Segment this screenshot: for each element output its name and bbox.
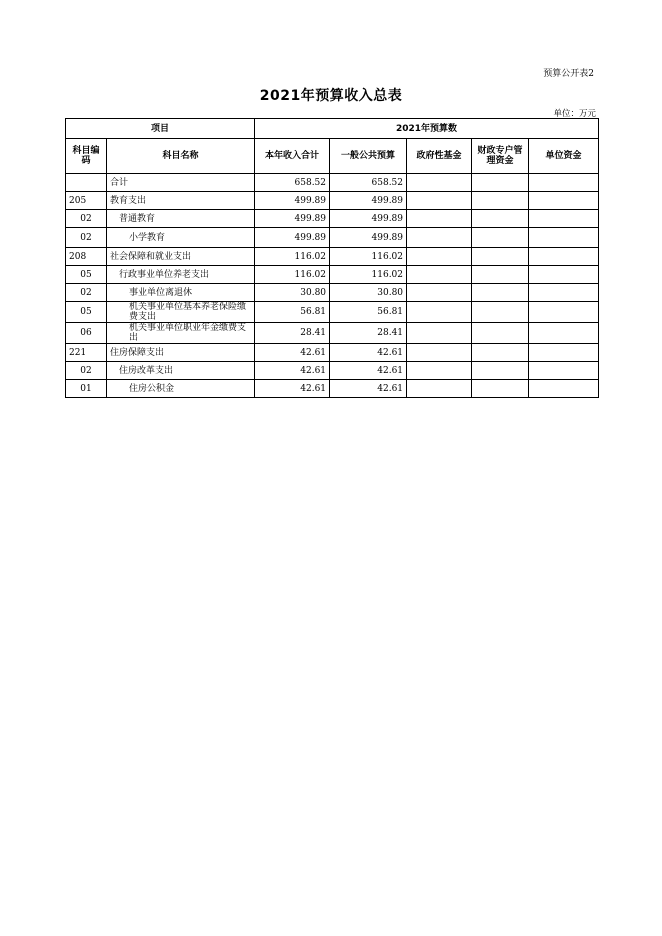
cell-general: 658.52 xyxy=(330,174,407,192)
cell-fund xyxy=(407,302,472,323)
cell-special xyxy=(472,380,529,398)
column-header-fund: 政府性基金 xyxy=(407,139,472,174)
cell-fund xyxy=(407,362,472,380)
cell-name: 小学教育 xyxy=(107,228,255,248)
cell-name: 住房改革支出 xyxy=(107,362,255,380)
cell-unit-funds xyxy=(529,380,599,398)
cell-total: 116.02 xyxy=(255,248,330,266)
cell-name: 教育支出 xyxy=(107,192,255,210)
cell-general: 28.41 xyxy=(330,323,407,344)
table-row xyxy=(66,380,599,398)
group-header-row xyxy=(66,119,599,139)
table-number-label: 预算公开表2 xyxy=(543,69,594,79)
cell-special xyxy=(472,362,529,380)
cell-unit-funds xyxy=(529,284,599,302)
table-row xyxy=(66,302,599,323)
cell-general: 499.89 xyxy=(330,192,407,210)
cell-code xyxy=(66,174,107,192)
cell-name: 机关事业单位基本养老保险缴费支出 xyxy=(107,302,255,323)
cell-code: 05 xyxy=(66,302,107,323)
cell-total: 28.41 xyxy=(255,323,330,344)
cell-name: 住房公积金 xyxy=(107,380,255,398)
cell-special xyxy=(472,192,529,210)
column-header-special: 财政专户管理资金 xyxy=(472,139,529,174)
cell-general: 116.02 xyxy=(330,266,407,284)
cell-fund xyxy=(407,248,472,266)
column-header-row xyxy=(66,139,599,174)
cell-total: 499.89 xyxy=(255,210,330,228)
group-header-budget: 2021年预算数 xyxy=(255,119,599,139)
cell-fund xyxy=(407,323,472,344)
table-row xyxy=(66,248,599,266)
cell-fund xyxy=(407,284,472,302)
cell-name: 合计 xyxy=(107,174,255,192)
cell-general: 499.89 xyxy=(330,228,407,248)
cell-code: 02 xyxy=(66,210,107,228)
cell-code: 208 xyxy=(66,248,107,266)
column-header-total: 本年收入合计 xyxy=(255,139,330,174)
cell-name: 普通教育 xyxy=(107,210,255,228)
table-row xyxy=(66,344,599,362)
cell-fund xyxy=(407,380,472,398)
cell-unit-funds xyxy=(529,302,599,323)
cell-code: 02 xyxy=(66,228,107,248)
cell-code: 02 xyxy=(66,362,107,380)
table-row xyxy=(66,323,599,344)
unit-label: 单位：万元 xyxy=(553,109,596,119)
cell-special xyxy=(472,210,529,228)
cell-fund xyxy=(407,266,472,284)
column-header-code: 科目编码 xyxy=(66,139,107,174)
cell-general: 42.61 xyxy=(330,362,407,380)
cell-special xyxy=(472,344,529,362)
cell-name: 社会保障和就业支出 xyxy=(107,248,255,266)
cell-special xyxy=(472,174,529,192)
cell-unit-funds xyxy=(529,323,599,344)
cell-general: 42.61 xyxy=(330,380,407,398)
cell-special xyxy=(472,284,529,302)
cell-total: 116.02 xyxy=(255,266,330,284)
cell-name: 事业单位离退休 xyxy=(107,284,255,302)
cell-name: 住房保障支出 xyxy=(107,344,255,362)
cell-unit-funds xyxy=(529,174,599,192)
cell-total: 499.89 xyxy=(255,192,330,210)
cell-special xyxy=(472,266,529,284)
cell-code: 205 xyxy=(66,192,107,210)
cell-name: 行政事业单位养老支出 xyxy=(107,266,255,284)
cell-general: 56.81 xyxy=(330,302,407,323)
cell-fund xyxy=(407,174,472,192)
cell-general: 30.80 xyxy=(330,284,407,302)
cell-unit-funds xyxy=(529,248,599,266)
cell-special xyxy=(472,302,529,323)
cell-unit-funds xyxy=(529,228,599,248)
cell-code: 05 xyxy=(66,266,107,284)
group-header-project: 项目 xyxy=(66,119,255,139)
table-row xyxy=(66,266,599,284)
cell-general: 116.02 xyxy=(330,248,407,266)
cell-unit-funds xyxy=(529,266,599,284)
column-header-name: 科目名称 xyxy=(107,139,255,174)
column-header-general: 一般公共预算 xyxy=(330,139,407,174)
table-row xyxy=(66,284,599,302)
table-row xyxy=(66,192,599,210)
table-row xyxy=(66,174,599,192)
budget-income-table xyxy=(65,118,599,398)
cell-fund xyxy=(407,344,472,362)
document-title: 2021年预算收入总表 xyxy=(259,88,403,104)
cell-total: 56.81 xyxy=(255,302,330,323)
table-row xyxy=(66,210,599,228)
cell-unit-funds xyxy=(529,362,599,380)
table-row xyxy=(66,228,599,248)
cell-total: 42.61 xyxy=(255,362,330,380)
column-header-unit-funds: 单位资金 xyxy=(529,139,599,174)
cell-general: 42.61 xyxy=(330,344,407,362)
cell-general: 499.89 xyxy=(330,210,407,228)
cell-special xyxy=(472,228,529,248)
cell-fund xyxy=(407,192,472,210)
cell-code: 01 xyxy=(66,380,107,398)
cell-special xyxy=(472,323,529,344)
cell-fund xyxy=(407,210,472,228)
cell-unit-funds xyxy=(529,192,599,210)
cell-total: 42.61 xyxy=(255,380,330,398)
cell-total: 658.52 xyxy=(255,174,330,192)
cell-name: 机关事业单位职业年金缴费支出 xyxy=(107,323,255,344)
cell-special xyxy=(472,248,529,266)
cell-total: 499.89 xyxy=(255,228,330,248)
cell-total: 42.61 xyxy=(255,344,330,362)
table-row xyxy=(66,362,599,380)
cell-code: 02 xyxy=(66,284,107,302)
cell-total: 30.80 xyxy=(255,284,330,302)
cell-unit-funds xyxy=(529,344,599,362)
cell-code: 221 xyxy=(66,344,107,362)
cell-fund xyxy=(407,228,472,248)
cell-unit-funds xyxy=(529,210,599,228)
cell-code: 06 xyxy=(66,323,107,344)
